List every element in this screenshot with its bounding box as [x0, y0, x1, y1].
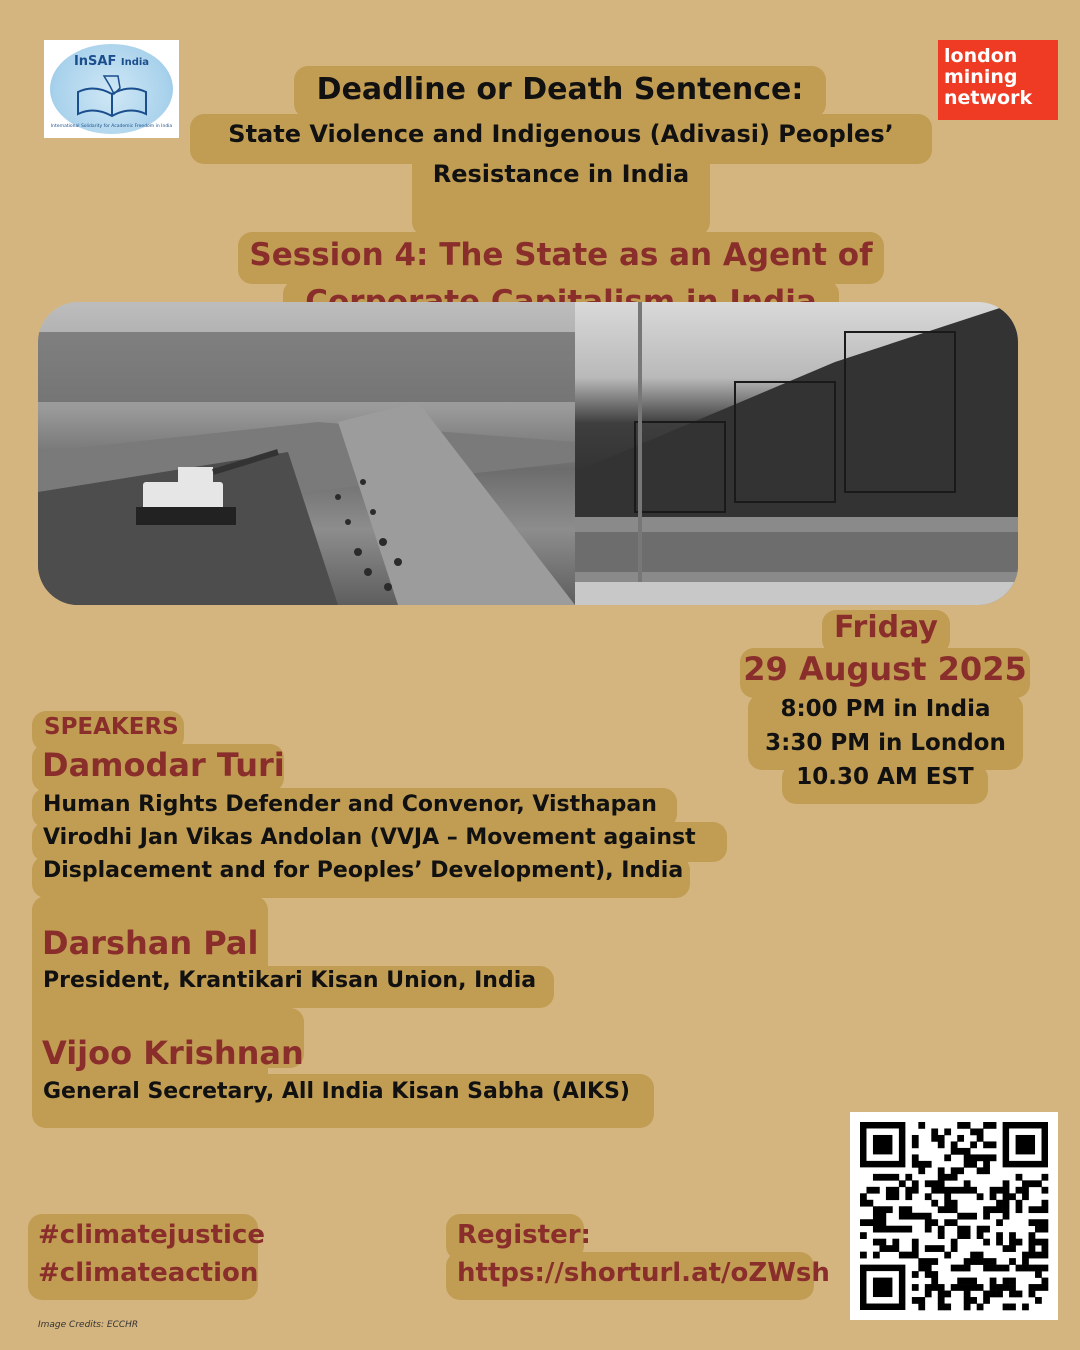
- time-est: 10.30 AM EST: [796, 764, 974, 790]
- qr-code[interactable]: [850, 1112, 1058, 1320]
- event-subtitle-line2: Resistance in India: [432, 160, 690, 188]
- speaker-role: Virodhi Jan Vikas Andolan (VVJA – Movement against: [43, 825, 696, 850]
- time-india: 8:00 PM in India: [780, 696, 991, 722]
- session-title-line1: Session 4: The State as an Agent of: [249, 237, 873, 273]
- time-london: 3:30 PM in London: [765, 730, 1006, 756]
- insaf-logo-tagline: International Solidarity for Academic Freedom in India: [50, 124, 173, 129]
- lmn-logo-line: london: [944, 45, 1018, 67]
- speaker-role: Displacement and for Peoples’ Development), India: [43, 858, 684, 883]
- qr-code-icon: [850, 1112, 1058, 1320]
- event-day: Friday: [833, 610, 938, 645]
- event-photos: [38, 302, 1018, 605]
- hashtag: #climatejustice: [38, 1220, 266, 1250]
- open-book-icon: [74, 74, 150, 120]
- photo-mining-road: [38, 302, 575, 605]
- speaker-name: Damodar Turi: [42, 746, 285, 784]
- register-link[interactable]: https://shorturl.at/oZWsh: [457, 1258, 830, 1288]
- insaf-logo-title: InSAF India: [73, 54, 150, 69]
- speaker-role: General Secretary, All India Kisan Sabha (AIKS): [43, 1079, 630, 1104]
- event-date: 29 August 2025: [743, 650, 1027, 688]
- event-subtitle-line1: State Violence and Indigenous (Adivasi) Peoples’: [228, 120, 894, 148]
- lmn-logo-line: mining: [944, 66, 1018, 88]
- event-title: Deadline or Death Sentence:: [316, 72, 804, 107]
- hashtag: #climateaction: [38, 1258, 259, 1288]
- register-label: Register:: [457, 1220, 591, 1250]
- insaf-india-logo: [44, 40, 179, 138]
- speaker-role: President, Krantikari Kisan Union, India: [43, 968, 537, 993]
- photo-coal-train: [575, 302, 1018, 605]
- speaker-role: Human Rights Defender and Convenor, Visthapan: [43, 792, 657, 817]
- lmn-logo-line: network: [944, 87, 1033, 109]
- speakers-heading: SPEAKERS: [44, 714, 179, 740]
- london-mining-network-logo: [938, 40, 1058, 120]
- speaker-name: Vijoo Krishnan: [42, 1034, 304, 1072]
- speaker-name: Darshan Pal: [42, 924, 259, 962]
- image-credits: Image Credits: ECCHR: [38, 1320, 139, 1330]
